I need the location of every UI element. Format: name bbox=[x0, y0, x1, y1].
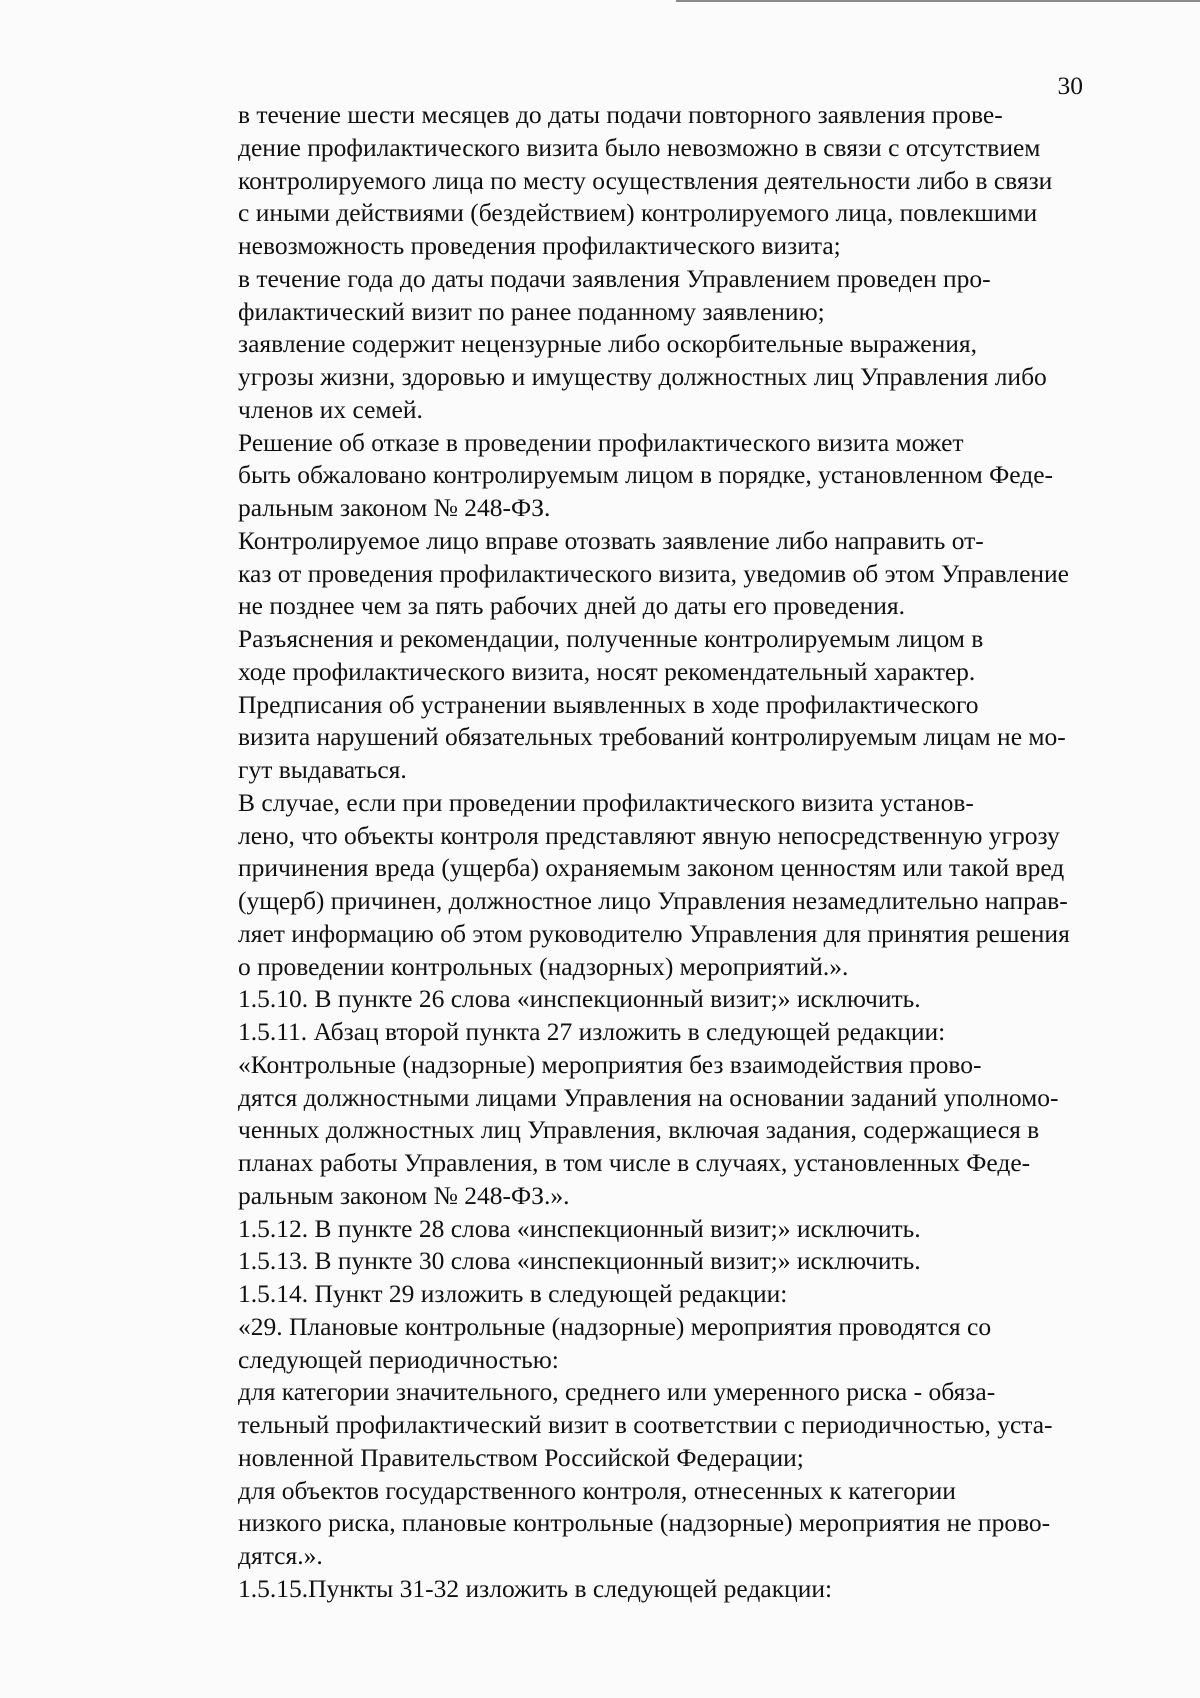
text-line: Разъяснения и рекомендации, полученные контролируемым лицом в bbox=[238, 624, 984, 653]
text-line: планах работы Управления, в том числе в случаях, установленных Феде- bbox=[238, 1148, 1031, 1177]
text-line: низкого риска, плановые контрольные (надзорные) мероприятия не прово- bbox=[238, 1508, 1051, 1538]
text-line: 1.5.13. В пункте 30 слова «инспекционный визит;» исключить. bbox=[238, 1246, 921, 1276]
text-line: ченных должностных лиц Управления, включая задания, содержащиеся в bbox=[238, 1115, 1040, 1145]
paragraph bbox=[170, 983, 1082, 1016]
text-line: причинения вреда (ущерба) охраняемым законом ценностям или такой вред bbox=[238, 853, 1065, 883]
text-line: ляет информацию об этом руководителю Управления для принятия решения bbox=[238, 918, 1070, 948]
text-line: лено, что объекты контроля представляют явную непосредственную угрозу bbox=[238, 820, 1060, 850]
paragraph bbox=[170, 99, 1082, 263]
text-line: «29. Плановые контрольные (надзорные) мероприятия проводятся со bbox=[238, 1311, 992, 1341]
text-line: заявление содержит нецензурные либо оскорбительные выражения, bbox=[238, 329, 978, 359]
text-line: визита нарушений обязательных требований контролируемым лицам не мо- bbox=[238, 722, 1066, 752]
text-line: дятся должностными лицами Управления на основании заданий уполномо- bbox=[238, 1082, 1059, 1112]
text-line: контролируемого лица по месту осуществления деятельности либо в связи bbox=[238, 165, 1053, 195]
text-line: членов их семей. bbox=[238, 394, 423, 424]
text-line: для категории значительного, среднего или умеренного риска - обяза- bbox=[238, 1377, 996, 1407]
text-line: с иными действиями (бездействием) контролируемого лица, повлекшими bbox=[238, 198, 1038, 228]
paragraph bbox=[170, 787, 1082, 984]
text-line: ральным законом № 248-ФЗ.». bbox=[238, 1180, 570, 1210]
paragraph bbox=[170, 1245, 1082, 1278]
paragraph bbox=[170, 427, 1082, 525]
text-line: 1.5.11. Абзац второй пункта 27 изложить в следующей редакции: bbox=[238, 1017, 946, 1046]
text-line: филактический визит по ранее поданному заявлению; bbox=[238, 296, 825, 326]
text-line: ходе профилактического визита, носят рекомендательный характер. bbox=[238, 656, 976, 686]
paragraph bbox=[170, 1475, 1082, 1573]
paragraph bbox=[170, 1213, 1082, 1246]
text-line: тельный профилактический визит в соответствии с периодичностью, уста- bbox=[238, 1410, 1053, 1439]
paragraph bbox=[170, 1278, 1082, 1311]
text-line: для объектов государственного контроля, отнесенных к категории bbox=[238, 1475, 956, 1505]
document-body bbox=[170, 99, 1082, 1606]
text-line: (ущерб) причинен, должностное лицо Управления незамедлительно направ- bbox=[238, 886, 1068, 915]
text-line: быть обжаловано контролируемым лицом в порядке, установленном Феде- bbox=[238, 460, 1054, 490]
text-line: каз от проведения профилактического визита, уведомив об этом Управление bbox=[238, 558, 1070, 588]
text-line: дятся.». bbox=[238, 1541, 323, 1570]
paragraph bbox=[170, 1311, 1082, 1377]
text-line: угрозы жизни, здоровью и имуществу должностных лиц Управления либо bbox=[238, 362, 1047, 391]
text-line: 1.5.12. В пункте 28 слова «инспекционный визит;» исключить. bbox=[238, 1213, 921, 1243]
text-line: 1.5.15.Пункты 31-32 изложить в следующей редакции: bbox=[238, 1573, 833, 1603]
paragraph bbox=[170, 623, 1082, 689]
text-line: в течение шести месяцев до даты подачи повторного заявления прове- bbox=[238, 100, 1003, 129]
paragraph bbox=[170, 1049, 1082, 1213]
paragraph bbox=[170, 689, 1082, 787]
text-line: 1.5.14. Пункт 29 изложить в следующей редакции: bbox=[238, 1279, 788, 1308]
scan-top-edge bbox=[676, 0, 1200, 2]
text-line: «Контрольные (надзорные) мероприятия без взаимодействия прово- bbox=[238, 1049, 982, 1079]
paragraph bbox=[170, 525, 1082, 623]
text-line: Контролируемое лицо вправе отозвать заявление либо направить от- bbox=[238, 525, 984, 555]
text-line: новленной Правительством Российской Федерации; bbox=[238, 1442, 804, 1472]
text-line: Предписания об устранении выявленных в ходе профилактического bbox=[238, 689, 979, 719]
text-line: В случае, если при проведении профилактического визита установ- bbox=[238, 787, 974, 817]
text-line: в течение года до даты подачи заявления Управлением проведен про- bbox=[238, 263, 991, 293]
text-line: ральным законом № 248-ФЗ. bbox=[238, 493, 551, 522]
paragraph bbox=[170, 1376, 1082, 1474]
text-line: гут выдаваться. bbox=[238, 755, 407, 784]
paragraph bbox=[170, 328, 1082, 426]
text-line: 1.5.10. В пункте 26 слова «инспекционный визит;» исключить. bbox=[238, 984, 921, 1014]
paragraph bbox=[170, 263, 1082, 329]
text-line: Решение об отказе в проведении профилактического визита может bbox=[238, 427, 964, 457]
text-line: дение профилактического визита было невозможно в связи с отсутствием bbox=[238, 132, 1041, 162]
page-number: 30 bbox=[1057, 71, 1083, 100]
paragraph bbox=[170, 1573, 1082, 1606]
text-line: не позднее чем за пять рабочих дней до даты его проведения. bbox=[238, 591, 905, 621]
text-line: следующей периодичностью: bbox=[238, 1344, 559, 1374]
text-line: невозможность проведения профилактического визита; bbox=[238, 231, 841, 260]
text-line: о проведении контрольных (надзорных) мероприятий.». bbox=[238, 951, 849, 981]
paragraph bbox=[170, 1016, 1082, 1049]
